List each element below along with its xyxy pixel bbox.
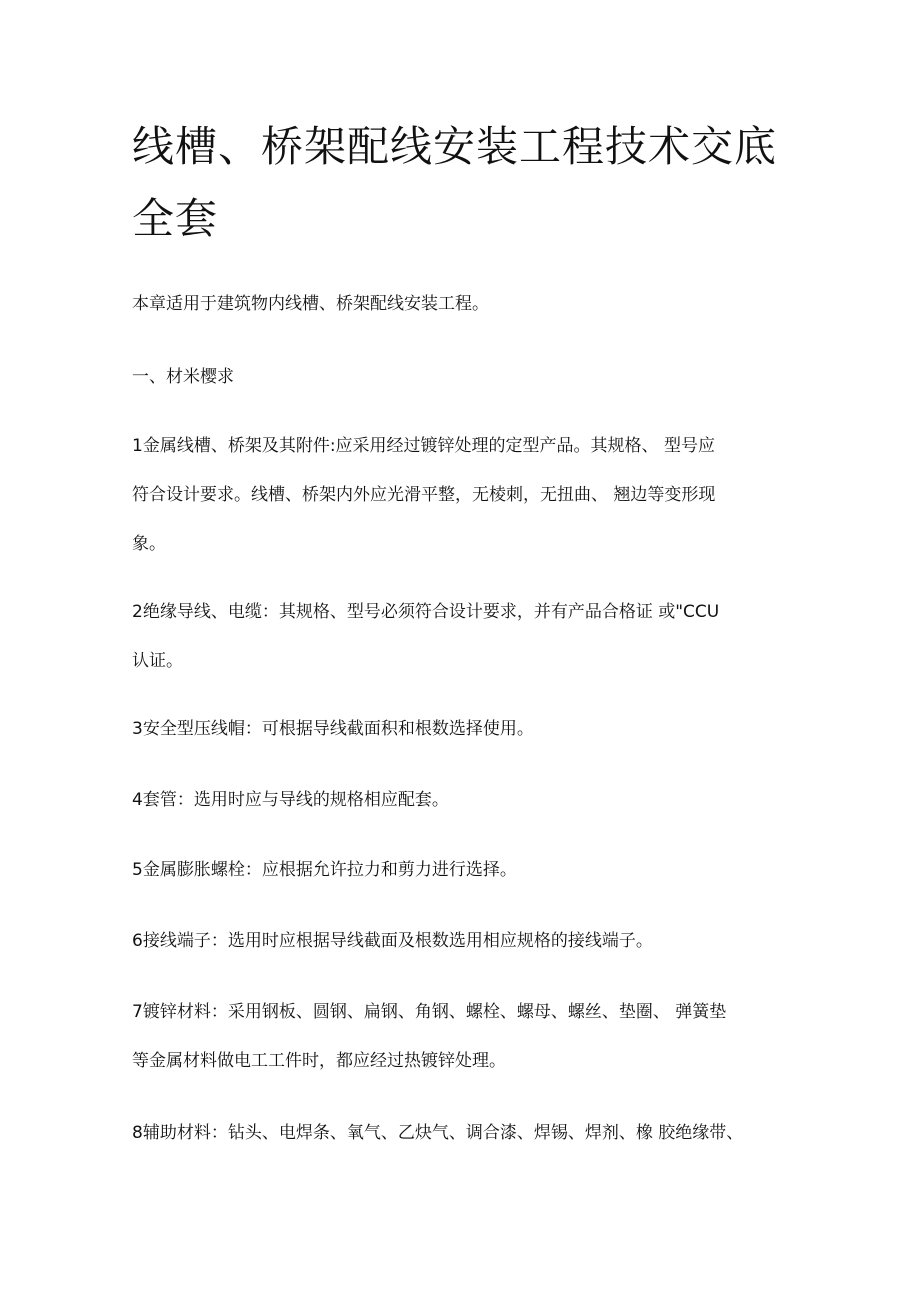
item-6-line-1: 6接线端子：选用时应根据导线截面及根数选用相应规格的接线端子。 [132,931,653,951]
item-2-line-1: 2绝缘导线、电缆：其规格、型号必须符合设计要求，并有产品合格证 或"CCU [132,602,720,622]
intro-paragraph: 本章适用于建筑物内线槽、桥架配线安装工程。 [132,294,489,314]
item-3-line-1: 3安全型压线帽：可根据导线截面积和根数选择使用。 [132,719,534,739]
document-title-line-1: 线槽、桥架配线安装工程技术交底 [132,122,778,171]
item-8-line-1: 8辅助材料：钻头、电焊条、氧气、乙炔气、调合漆、焊锡、焊剂、橡 胶绝缘带、 [132,1123,744,1143]
item-1-line-1: 1金属线槽、桥架及其附件:应采用经过镀锌处理的定型产品。其规格、 型号应 [132,436,715,456]
item-5-line-1: 5金属膨胀螺栓：应根据允许拉力和剪力进行选择。 [132,860,517,880]
item-4-line-1: 4套管：选用时应与导线的规格相应配套。 [132,790,449,810]
item-7-line-1: 7镀锌材料：采用钢板、圆钢、扁钢、角钢、螺栓、螺母、螺丝、垫圈、 弹簧垫 [132,1002,727,1022]
item-7-line-2: 等金属材料做电工工件时，都应经过热镀锌处理。 [132,1051,506,1071]
item-1-line-3: 象。 [132,534,166,554]
item-1-line-2: 符合设计要求。线槽、桥架内外应光滑平整，无棱刺，无扭曲、 翘边等变形现 [132,485,716,505]
section-heading: 一、材米樱求 [132,367,234,387]
item-2-line-2: 认证。 [132,651,183,671]
document-title-line-2: 全套 [132,194,219,243]
